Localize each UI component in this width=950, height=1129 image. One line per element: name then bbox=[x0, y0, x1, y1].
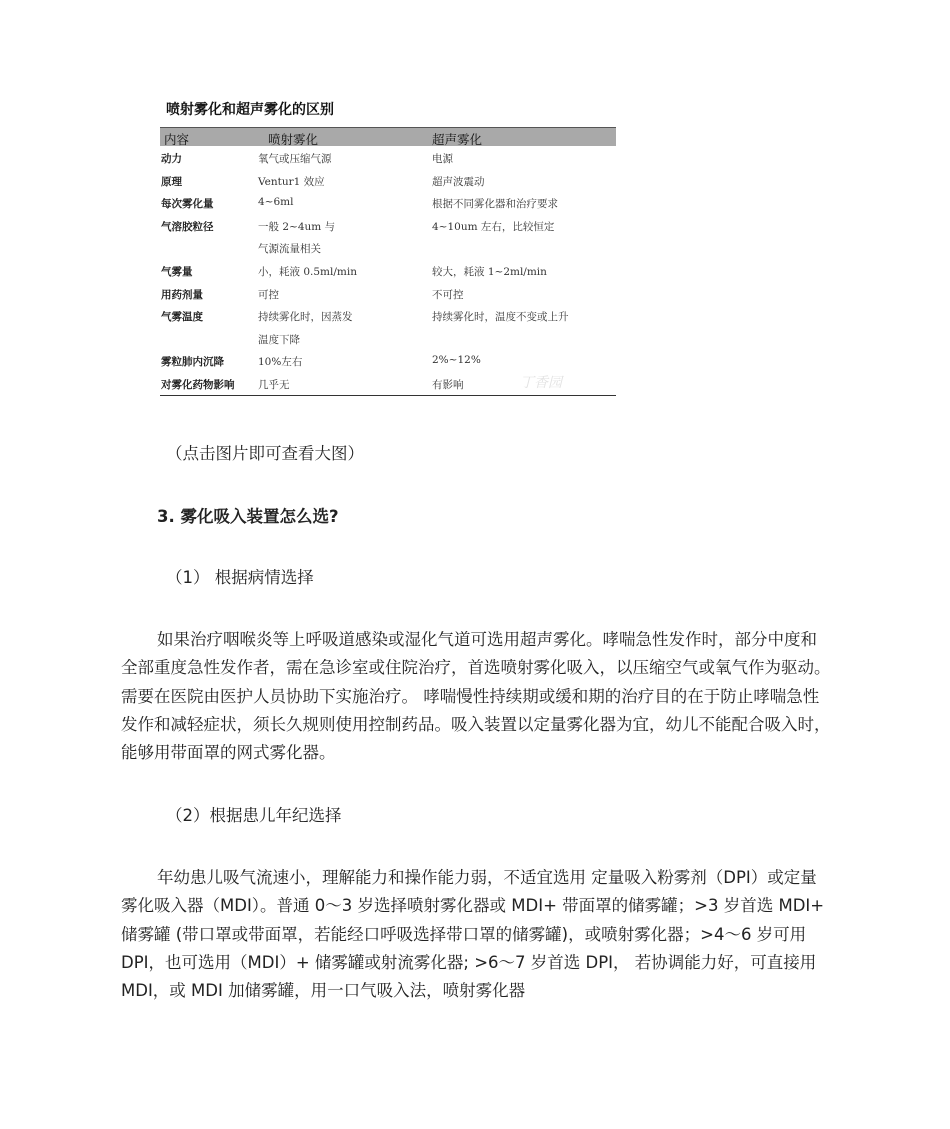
header-cell: 超声雾化 bbox=[432, 132, 483, 147]
figure-title: 喷射雾化和超声雾化的区别 bbox=[166, 102, 334, 118]
subheading-condition: （1） 根据病情选择 bbox=[166, 568, 314, 587]
table-row bbox=[160, 236, 616, 259]
header-cell: 内容 bbox=[164, 132, 190, 147]
table-row bbox=[160, 304, 616, 327]
table-row bbox=[160, 146, 616, 169]
table-cell: 较大，耗液 1~2ml/min bbox=[432, 265, 547, 278]
row-label: 气雾量 bbox=[161, 265, 193, 278]
row-label: 用药剂量 bbox=[161, 288, 203, 301]
row-label: 每次雾化量 bbox=[161, 198, 214, 211]
table-bottom-rule bbox=[160, 395, 616, 396]
table-row bbox=[160, 349, 616, 372]
table-cell: Ventur1 效应 bbox=[258, 175, 325, 188]
table-cell: 4~6ml bbox=[258, 196, 294, 209]
row-label: 雾粒肺内沉降 bbox=[161, 356, 224, 369]
table-cell: 有影响 bbox=[432, 378, 464, 391]
row-label: 气雾温度 bbox=[161, 311, 203, 324]
table-cell: 电源 bbox=[432, 153, 453, 165]
watermark-logo: 丁香园 bbox=[520, 375, 562, 391]
table-cell: 一般 2~4um 与 bbox=[258, 220, 336, 233]
table-cell: 几乎无 bbox=[258, 378, 290, 391]
row-label: 原理 bbox=[161, 175, 182, 188]
table-cell: 小，耗液 0.5ml/min bbox=[258, 265, 357, 278]
row-label: 对雾化药物影响 bbox=[161, 378, 235, 391]
image-caption: （点击图片即可查看大图） bbox=[166, 444, 364, 463]
header-cell: 喷射雾化 bbox=[268, 132, 319, 147]
table-row bbox=[160, 282, 616, 305]
table-cell: 持续雾化时，温度不变或上升 bbox=[432, 311, 569, 324]
row-label: 气溶胶粒径 bbox=[161, 220, 214, 233]
table-cell: 持续雾化时，因蒸发 bbox=[258, 311, 353, 324]
table-cell: 气源流量相关 bbox=[258, 243, 321, 256]
table-row bbox=[160, 259, 616, 282]
table-cell: 10%左右 bbox=[258, 356, 303, 369]
table-cell: 根据不同雾化器和治疗要求 bbox=[432, 198, 558, 211]
subheading-age: （2）根据患儿年纪选择 bbox=[166, 806, 342, 825]
table-cell: 温度下降 bbox=[258, 333, 300, 346]
paragraph-condition: 如果治疗咽喉炎等上呼吸道感染或湿化气道可选用超声雾化。哮喘急性发作时，部分中度和全部重度急性发作者，需在急诊室或住院治疗，首选喷射雾化吸入，以压缩空气或氧气作为驱动。需要在医院由医护人员协助下实施治疗。 哮喘慢性持续期或缓和期的治疗目的在于防止哮喘急性发作和减轻症状，须长久规则使用控制药品。吸入装置以定量雾化器为宜，幼儿不能配合吸入时，能够用带面罩的网式雾化器。 bbox=[121, 630, 831, 763]
table-cell: 可控 bbox=[258, 288, 279, 301]
paragraph-age: 年幼患儿吸气流速小，理解能力和操作能力弱，不适宜选用 定量吸入粉雾剂（DPI）或定量雾化吸入器（MDI）。普通 0～3 岁选择喷射雾化器或 MDI+ 带面罩的储雾罐；>3 岁首选 MDI+ 储雾罐 (带口罩或带面罩，若能经口呼吸选择带口罩的储雾罐)，或喷射雾化器；>4～6 岁可用 DPI，也可选用（MDI）+ 储雾罐或射流雾化器; >6～7 岁首选 DPI， 若协调能力好，可直接用 MDI，或 MDI 加储雾罐，用一口气吸入法，喷射雾化器 bbox=[121, 868, 825, 1001]
comparison-table-image[interactable] bbox=[160, 127, 616, 396]
table-row bbox=[160, 169, 616, 192]
table-cell: 不可控 bbox=[432, 288, 464, 301]
table-cell: 2%~12% bbox=[432, 354, 481, 367]
section-heading: 3. 雾化吸入装置怎么选? bbox=[157, 507, 339, 526]
table-cell: 氧气或压缩气源 bbox=[258, 153, 332, 165]
table-cell: 超声波震动 bbox=[432, 175, 485, 188]
table-row bbox=[160, 214, 616, 237]
table-row bbox=[160, 191, 616, 214]
table-body bbox=[160, 146, 616, 395]
table-header-row bbox=[160, 127, 616, 146]
table-row bbox=[160, 327, 616, 350]
table-cell: 4~10um 左右，比较恒定 bbox=[432, 220, 555, 233]
row-label: 动力 bbox=[161, 153, 182, 165]
